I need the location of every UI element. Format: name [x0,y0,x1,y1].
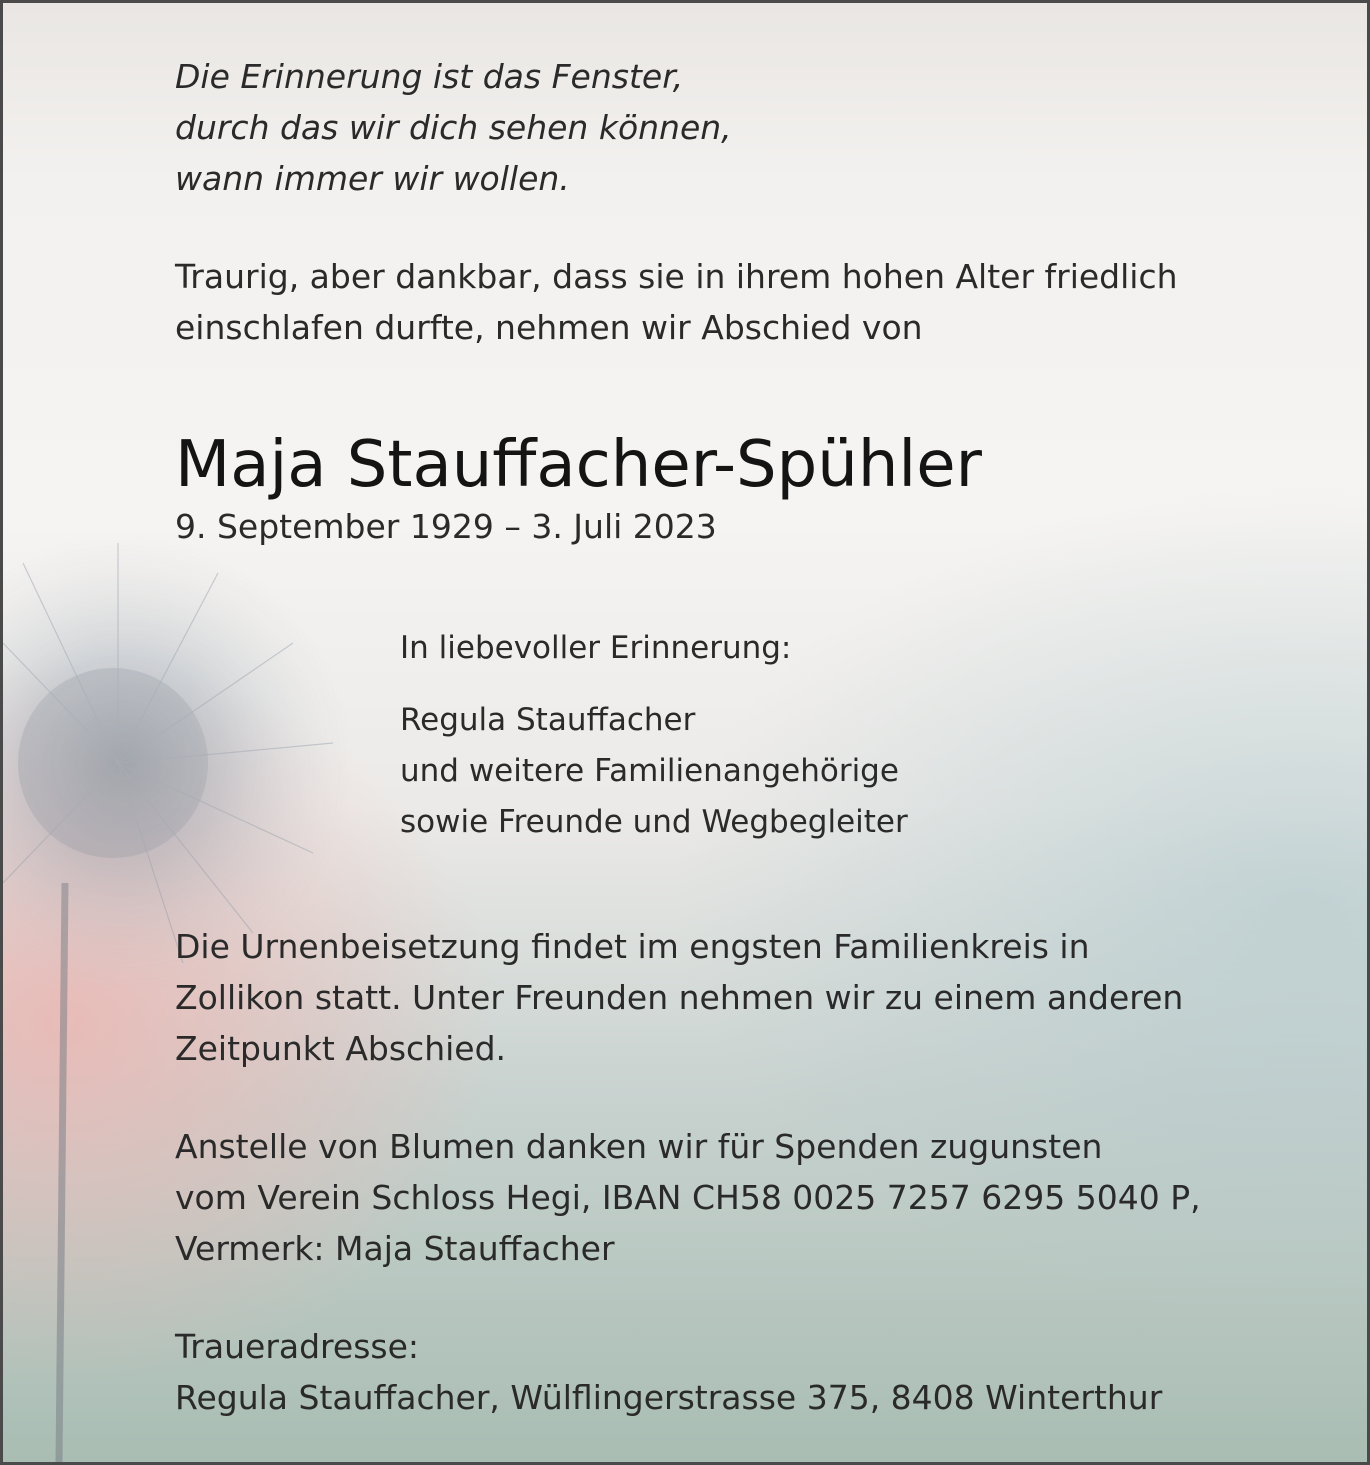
life-dates: 9. September 1929 – 3. Juli 2023 [175,507,717,546]
mourning-address: Regula Stauffacher, Wülflingerstrasse 375, 8408 Winterthur [175,1378,1163,1417]
donation-notice [175,1121,1201,1274]
verse-line: wann immer wir wollen. [175,159,570,198]
mourner-line: Regula Stauffacher [400,702,696,738]
intro-line: Traurig, aber dankbar, dass sie in ihrem hohen Alter friedlich [175,257,1178,296]
farewell-intro [175,251,1178,353]
donation-line: Anstelle von Blumen danken wir für Spenden zugunsten [175,1127,1103,1166]
mourning-address-label: Traueradresse: [175,1327,420,1366]
verse-line: Die Erinnerung ist das Fenster, [175,57,684,96]
mourners-list [400,695,908,848]
memorial-verse [175,51,732,204]
mourner-line: und weitere Familienangehörige [400,753,899,789]
burial-line: Die Urnenbeisetzung findet im engsten Familienkreis in [175,927,1090,966]
verse-line: durch das wir dich sehen können, [175,108,732,147]
intro-line: einschlafen durfte, nehmen wir Abschied von [175,308,923,347]
deceased-name: Maja Stauffacher-Spühler [175,428,982,502]
mourners-label: In liebevoller Erinnerung: [400,630,792,666]
donation-line: Vermerk: Maja Stauffacher [175,1229,615,1268]
donation-line: vom Verein Schloss Hegi, IBAN CH58 0025 7257 6295 5040 P, [175,1178,1201,1217]
burial-line: Zeitpunkt Abschied. [175,1029,507,1068]
burial-line: Zollikon statt. Unter Freunden nehmen wir zu einem anderen [175,978,1184,1017]
burial-notice [175,921,1183,1074]
mourner-line: sowie Freunde und Wegbegleiter [400,804,908,840]
